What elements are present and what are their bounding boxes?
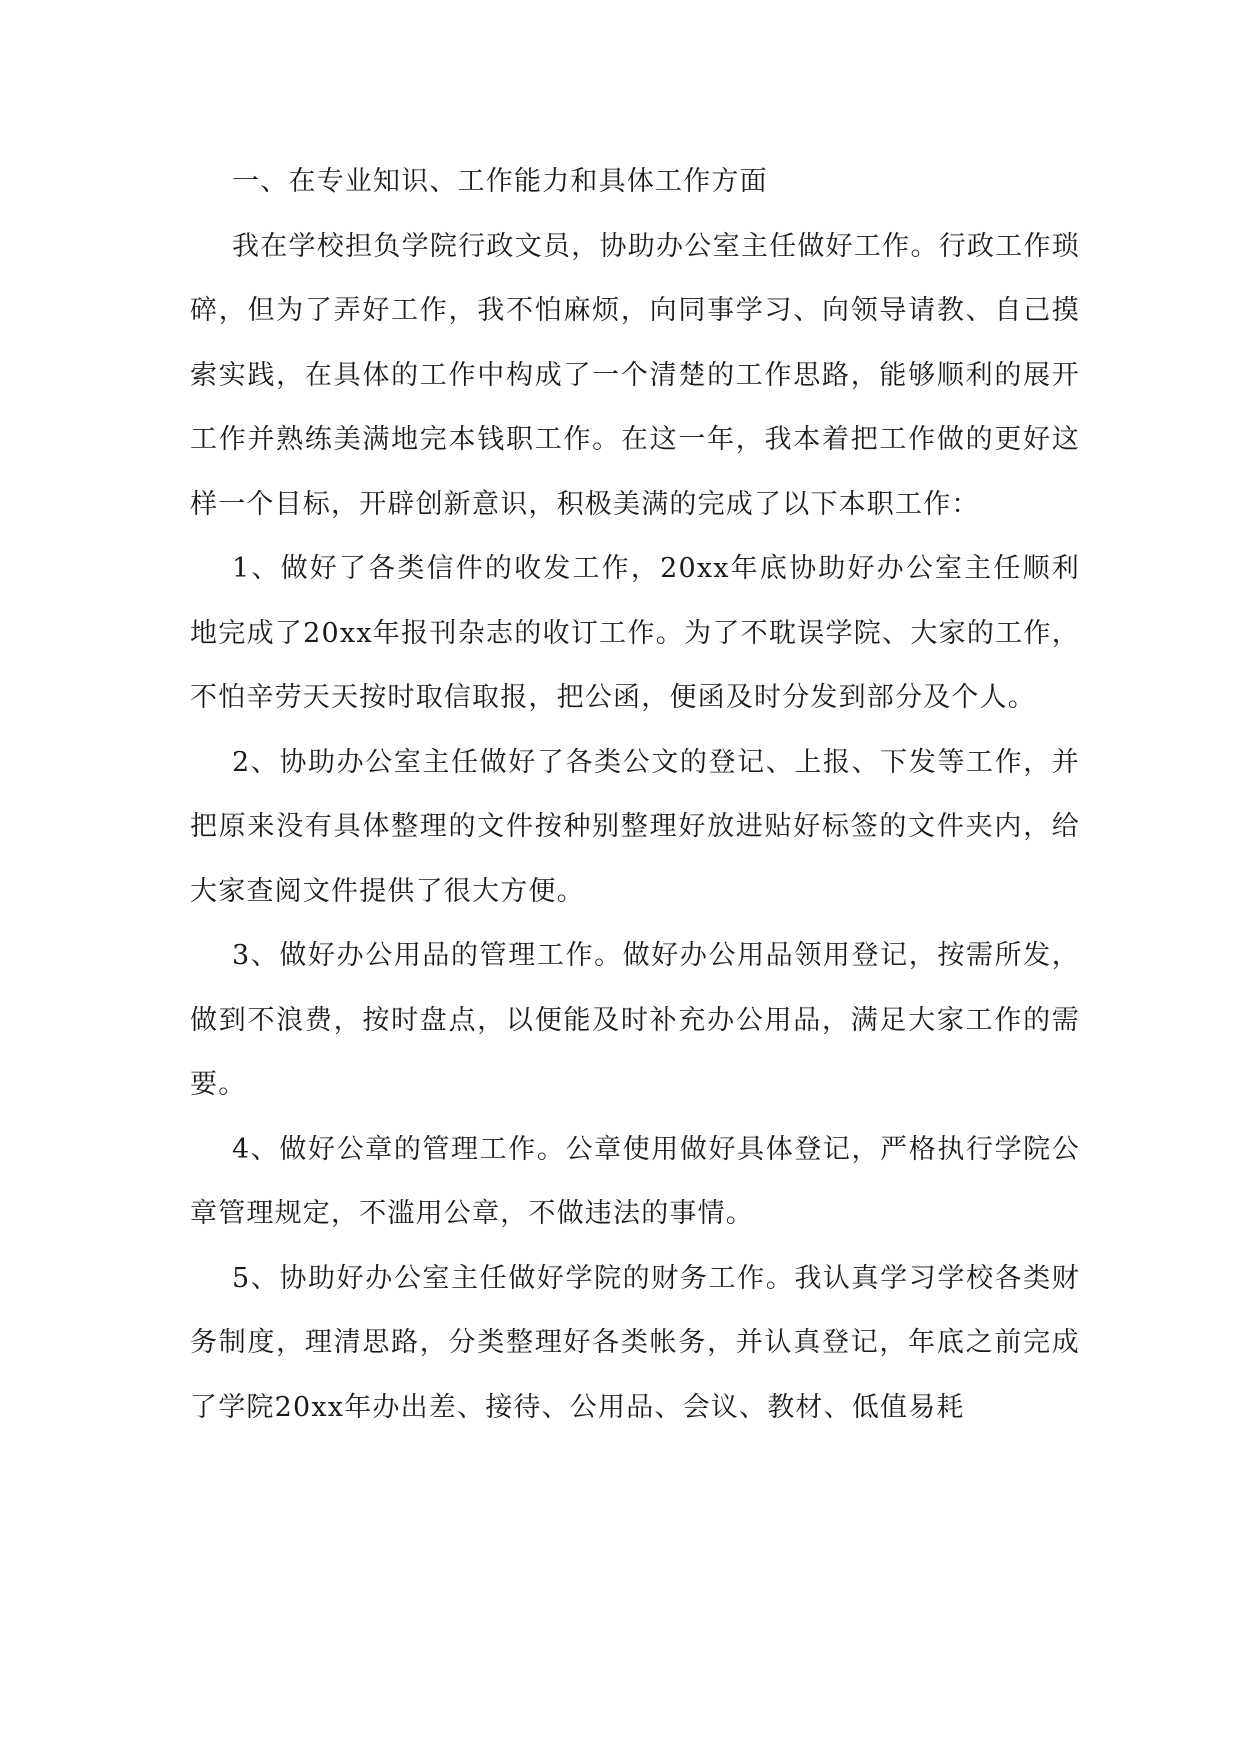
- list-item: 2、协助办公室主任做好了各类公文的登记、上报、下发等工作，并把原来没有具体整理的文件按种别整理好放进贴好标签的文件夹内，给大家查阅文件提供了很大方便。: [190, 746, 1080, 907]
- document-body: [190, 150, 1080, 1440]
- list-item: 5、协助好办公室主任做好学院的财务工作。我认真学习学校各类财务制度，理清思路，分类整理好各类帐务，并认真登记，年底之前完成了学院20xx年办出差、接待、公用品、会议、教材、低值易耗: [190, 1262, 1080, 1423]
- section-heading: 一、在专业知识、工作能力和具体工作方面: [232, 166, 768, 197]
- list-item: 4、做好公章的管理工作。公章使用做好具体登记，严格执行学院公章管理规定，不滥用公章，不做违法的事情。: [190, 1133, 1080, 1229]
- intro-paragraph: 我在学校担负学院行政文员，协助办公室主任做好工作。行政工作琐碎，但为了弄好工作，我不怕麻烦，向同事学习、向领导请教、自己摸索实践，在具体的工作中构成了一个清楚的工作思路，能够顺利的展开工作并熟练美满地完本钱职工作。在这一年，我本着把工作做的更好这样一个目标，开辟创新意识，积极美满的完成了以下本职工作：: [190, 230, 1080, 520]
- list-item: 3、做好办公用品的管理工作。做好办公用品领用登记，按需所发，做到不浪费，按时盘点，以便能及时补充办公用品，满足大家工作的需要。: [190, 940, 1080, 1100]
- list-item: 1、做好了各类信件的收发工作，20xx年底协助好办公室主任顺利地完成了20xx年报刊杂志的收订工作。为了不耽误学院、大家的工作，不怕辛劳天天按时取信取报，把公函，便函及时分发到部分及个人。: [190, 553, 1080, 713]
